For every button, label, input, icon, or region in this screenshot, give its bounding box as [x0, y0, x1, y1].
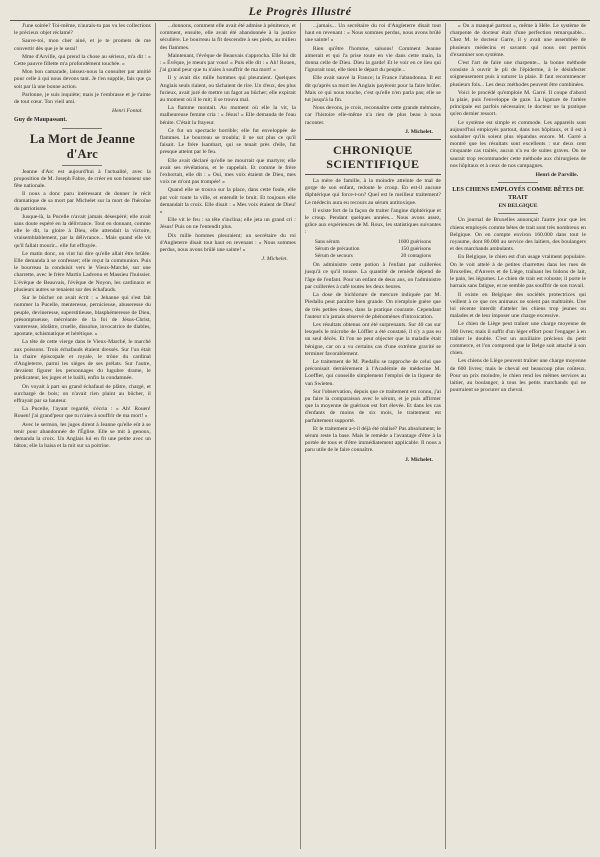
paragraph: En Belgique, le chien est d'un usage vraiment populaire. On le voit attelé à de petites charrettes dans les rues de Bruxelles, d'Anvers et de Liège, traînant les bidons de lait, le pain, les légumes. Le chien de trait est robuste; il porte le harnais sans fatigue, et ne semble pas souffrir de son travail.: [449, 254, 586, 290]
paragraph: Il existe en Belgique des sociétés protectrices qui veillent à ce que ces animaux ne soient pas maltraités. Une loi récente interdit d'atteler les chiens trop jeunes ou malades et de leur imposer une charge excessive.: [449, 291, 586, 320]
separator: [498, 182, 538, 183]
paragraph: Quand elle se trouva sur la place, dans cette foule, elle put voir toute la ville, et entendit le bruit. Et toujours elle demandait la croix. Elle disait : « Mes voix étaient de Dieu! »: [159, 187, 296, 216]
stats-row: Sérum de secours 20 contagions: [314, 253, 431, 260]
paragraph: Voici le procédé qu'emploie M. Garré. Il coupe d'abord la plaie, puis l'enveloppe de gaze. La ligature de l'artère principale est parfois nécessaire; le docteur ne la pratique qu'en dernier ressort.: [449, 89, 586, 118]
paragraph: Jusque-là, la Pucelle n'avait jamais désespéré; elle avait sans doute espéré en la délivrance. Tout en donnant, comme elle le dit, la gloire à Dieu, elle attendait la victoire, vraisemblablement, par la délivrance... Mais quand elle vit qu'il fallait mourir... elle fut effrayée.: [14, 213, 151, 249]
paragraph: Mme d'Arville, qui prend la chose au sérieux, m'a dit : « Cette pauvre fillette m'a profondément touchée. »: [14, 53, 151, 68]
paragraph: Il nous a donc paru intéressant de donner le récit dramatique de sa mort par Michelet sur la mort de l'héroïne du patriotisme.: [14, 191, 151, 212]
separator: [62, 165, 102, 166]
paragraph: « On a manqué partout », même à Héle. Le système de charpente de docteur était d'une perfection remarquable... Chez M. le docteur Garre, il y avait une assemblée de plusieurs médecins et savants qui nous ont permis d'examiner son système.: [449, 23, 586, 58]
article-title: La Mort de Jeanne d'Arc: [29, 131, 135, 161]
separator: [62, 128, 102, 129]
paragraph: Avec le sermon, les juges dirent à Jeanne qu'elle eût à se tenir pour abandonnée de l'Église. Elle se mit à genoux, demanda la croix. Un Anglais lui en fit une petite avec un bâton; elle la baisa et la mit sur sa poitrine.: [14, 421, 151, 450]
paragraph: On voyait à part un grand échafaud de plâtre, chargé, et surchargé de bois; on n'avait rien plaint au bûcher, il effrayait par sa hauteur.: [14, 383, 151, 404]
paragraph: Et le traitement a-t-il déjà été réalisé? Pas absolument; le sérum reste la base. Mais le remède a l'avantage d'être à la portée de tous et d'être immédiatement applicable. Il nous a paru utile de le faire connaître.: [304, 425, 441, 454]
paragraph: Mon bon camarade, laissez-nous la consulter par amitié pour celle à qui nous devons tant. Je t'en supplie, fais que ça soit par là une bonne action.: [14, 69, 151, 90]
signature: Henri Fontal.: [112, 108, 143, 115]
column-2: [155, 23, 300, 849]
paragraph: La Pucelle, l'ayant regardé, s'écria : « Ah! Rouen! Rouen! j'ai grand'peur que tu n'aies à souffrir de ma mort! »: [14, 406, 151, 420]
paragraph: ...donnons, comment elle avait été admise à pénitence, et comment, ensuite, elle avait été abandonnée à la justice séculière. Le bourreau la fit descendre à ses pieds, au milieu des flammes.: [159, 23, 296, 51]
paragraph: On administre cette potion à l'enfant par cuillerées jusqu'à ce qu'il tousse. La quantité de remède dépend de l'âge de l'enfant. Pour un enfant de deux ans, on l'administre par cuillerées à café toutes les deux heures.: [304, 262, 441, 290]
signature: J. Michelet.: [405, 456, 433, 463]
column-4: [445, 23, 590, 849]
paragraph: Jeanne d'Arc est aujourd'hui à l'actualité, avec la proposition de M. Joseph Fabre, de créer en son honneur une fête nationale.: [14, 168, 151, 190]
masthead: Le Progrès Illustré: [248, 4, 352, 18]
section-title: CHRONIQUE SCIENTIFIQUE: [305, 139, 441, 175]
paragraph: La tête de cette vierge dans le Vieux-Marché, le marché aux poissons. Trois échafauds étaient dressés. Sur l'un était la chaire épiscopale et royale, le trône du cardinal d'Angleterre, parmi les sièges de ses prélats. Sur l'autre, devaient figurer les personnages du lugubre drame, le prédicateur, les juges et le bailli, enfin la condamnée.: [14, 339, 151, 382]
paragraph: Sur le bûcher on avait écrit : « Jehanne qui s'est fait nommer la Pucelle, menteresse, pernicieuse, abuseresse du peuple, devineresse, superstitieuse, blasphémeresse de Dieu, présomptueuse, mécréante de la foi de Jésus-Christ, vanteresse, idolâtre, cruelle, dissolue, invocatrice de diables, apostate, schismatique et hérétique. »: [14, 295, 151, 338]
paragraph: Il existe fort de la façon de traiter l'angine diphtérique et le croup. Pendant quelques années... Nous avons assez, grâce aux expériences de M. Roux, les statistiques suivantes :: [304, 207, 441, 236]
masthead-rule: [10, 20, 590, 21]
stats-table: [315, 239, 431, 261]
paragraph: Le système est simple et commode. Les appareils sont aujourd'hui employés partout, dans nos hôpitaux, et il est à souhaiter qu'ils soient plus répandus encore. M. Garré a montré que les résultats sont excellents : sur deux cent cinquante cas traités, aucun n'a eu de suites graves. On ne saurait trop recommander cette méthode aux chirurgiens de nos hôpitaux et à ceux de nos campagnes.: [449, 119, 586, 169]
paragraph: Parlonne, je suis inquiète; mais je t'embrasse et je t'aime de tout cœur. Ton vieil ami.: [14, 91, 151, 106]
paragraph: Les résultats obtenus ont été surprenants. Sur 40 cas sur lesquels le microbe de Löffler a été constaté, il n'y a pas eu un seul décès. Et l'on ne peut objecter que la maladie était bénigne, car on a vu certains cas d'une extrême gravité se terminer favorablement.: [304, 321, 441, 357]
article-subtitle: EN BELGIQUE: [498, 203, 538, 210]
paragraph: ...jamais... Un secrétaire du roi d'Angleterre disait tout haut en revenant : « Nous sommes perdus, nous avons brûlé une sainte! »: [304, 23, 441, 44]
paragraph: C'est l'art de faire une charpente... la bonne méthode consiste à ouvrir le pli de l'épiderme, à le désinfecter soigneusement puis à suturer la plaie. Il faut recommencer plusieurs fois... Les deux méthodes peuvent être combinées.: [449, 60, 586, 88]
signature: J. Michelet.: [405, 128, 433, 135]
paragraph: Les chiens de Liège peuvent traîner une charge moyenne de 600 livres; mais le cheval est beaucoup plus coûteux. Pour un prix moindre, le chien rend les mêmes services au laitier, au boulanger, à tous les petits marchands qui ne pourraient se procurer un cheval.: [449, 358, 586, 394]
stats-row: Sans sérum 1600 guérisons: [314, 238, 431, 245]
paragraph: Il y avait dix mille hommes qui pleuraient. Quelques Anglais seuls riaient, ou tâchaient de rire. Un d'eux, des plus furieux, avait juré de mettre un fagot au bûcher; elle expirait au moment où il le mit; il se trouva mal.: [159, 75, 296, 104]
separator: [498, 213, 538, 214]
paragraph: Le chien de Liège peut traîner une charge moyenne de 300 livres; mais il suffit d'un léger effort pour l'engager à en traîner le double. C'est un auxiliaire précieux du petit commerce, et l'on comprend que le Belge soit attaché à son chien.: [449, 321, 586, 357]
paragraph: Le traitement de M. Piedallu se rapproche de celui que préconisait dernièrement à l'Académie de médecine M. Loeffler, qui conseille simplement l'emploi de la liqueur de van Swieten.: [304, 358, 441, 387]
column-1: [10, 23, 155, 849]
article-title: LES CHIENS EMPLOYÉS COMME BÊTES DE TRAIT: [452, 186, 584, 201]
paragraph: Sur l'observation, depuis que ce traitement est connu, j'ai pu faire la comparaison avec le sérum, et je puis affirmer que la moyenne de guérison est fort élevée. Et dans les cas d'enfants de moins de six mois, le traitement est parfaitement supporté.: [304, 388, 441, 424]
paragraph: Nous devons, je crois, reconnaître cette grande mémoire, car l'histoire elle-même n'a rien de plus beau à nous raconter.: [304, 105, 441, 126]
paragraph: Dix mille hommes pleuraient; un secrétaire du roi d'Angleterre disait tout haut en revenant : « Nous sommes perdus, nous avons brûlé une sainte! »: [159, 232, 296, 254]
columns: [10, 23, 590, 849]
signature: Henri de Parville.: [535, 172, 578, 179]
column-3: [300, 23, 445, 849]
paragraph: La dose de bichlorure de mercure indiquée par M. Piedallu peut paraître bien grande. On n'emploie guère que de très petites doses, dans la pratique courante. Cependant l'auteur n'a jamais observé de phénomènes d'intoxication.: [304, 292, 441, 320]
paragraph: Ce fut un spectacle horrible; elle fut enveloppée de flammes. Le bourreau se troubla; il ne sut plus ce qu'il faisait. Le frère Isambart, qui se tenait près d'elle, fut presque atteint par le feu.: [159, 127, 296, 156]
paragraph: Elle avait déclaré qu'elle ne mourrait que martyre; elle avait ses révélations, et le rappelait. Et comme le frère l'exhortait, elle dit : « Oui, mes voix étaient de Dieu, mes voix ne m'ont pas trompée! »: [159, 157, 296, 186]
paragraph: Un journal de Bruxelles annonçait l'autre jour que les chiens employés comme bêtes de trait sont très nombreux en Belgique. On en compte environ 160.000 dans tout le royaume, dont 80.000 au service des laitiers, des boulangers et des marchands ambulants.: [449, 217, 586, 253]
author-line: Guy de Maupassant.: [14, 117, 67, 124]
paragraph: J'une soirée? Toi-même, n'aurais-tu pas vu les collections le précieux objet réclamé?: [14, 23, 151, 37]
signature: J. Michelet.: [261, 256, 288, 263]
paragraph: Le matin donc, on vint lui dire qu'elle allait être brûlée. Elle demanda à se confesser; elle reçut la communion. Puis le bourreau la conduisit vers le Vieux-Marché, sur une charrette, avec le frère Martin Ladvenu et Massieu l'huissier. L'évêque de Beauvais, l'évêque de Noyon, les cardinaux et plusieurs autres se tenaient sur des échafauds.: [14, 250, 151, 293]
paragraph: La flamme montait. Au moment où elle la vit, la malheureuse femme cria : « Jésus! » Elle demanda de l'eau bénite. C'était la frayeur.: [159, 105, 296, 126]
paragraph: Elle vit le feu : sa tête s'inclina; elle jeta un grand cri : Jésus! Puis on ne l'entendit plus.: [159, 217, 296, 231]
stats-row: Sérum de précaution 150 guérisons: [314, 245, 431, 252]
paragraph: Rien qu'être l'homme, saluons! Comment Jeanne aimerait et qui l'a prise toute en vie dans cette main, la donna celle de Dieu. Dieu la garde! Et le voir en ce lieu qui l'ignorait tout, elle tient le départ du peuple...: [304, 45, 441, 74]
paragraph: Sauve-toi, mon cher ainé, et je te promets de me convertir dès que je le serai!: [14, 38, 151, 52]
paragraph: Maintenant, l'évêque de Beauvais s'approcha. Elle lui dit : « Évêque, je meurs par vous! » Puis elle dit : « Ah! Rouen, j'ai grand peur que tu n'aies à souffrir de ma mort! »: [159, 52, 296, 74]
paragraph: La mère de famille, à la moindre atteinte de mal de gorge de son enfant, redoute le croup. En est-il aucune diphtérique qui force-t-on? Quel est le meilleur traitement? Le médecin aura eu recours au sérum antitoxique.: [304, 178, 441, 206]
paragraph: Elle avait sauvé la France; la France l'abandonna. Il est dit qu'après sa mort les Anglais payèrent pour la faire brûler. Mais ce qui nous touche, c'est qu'elle n'en parla pas; elle se tut jusqu'à la fin.: [304, 75, 441, 104]
